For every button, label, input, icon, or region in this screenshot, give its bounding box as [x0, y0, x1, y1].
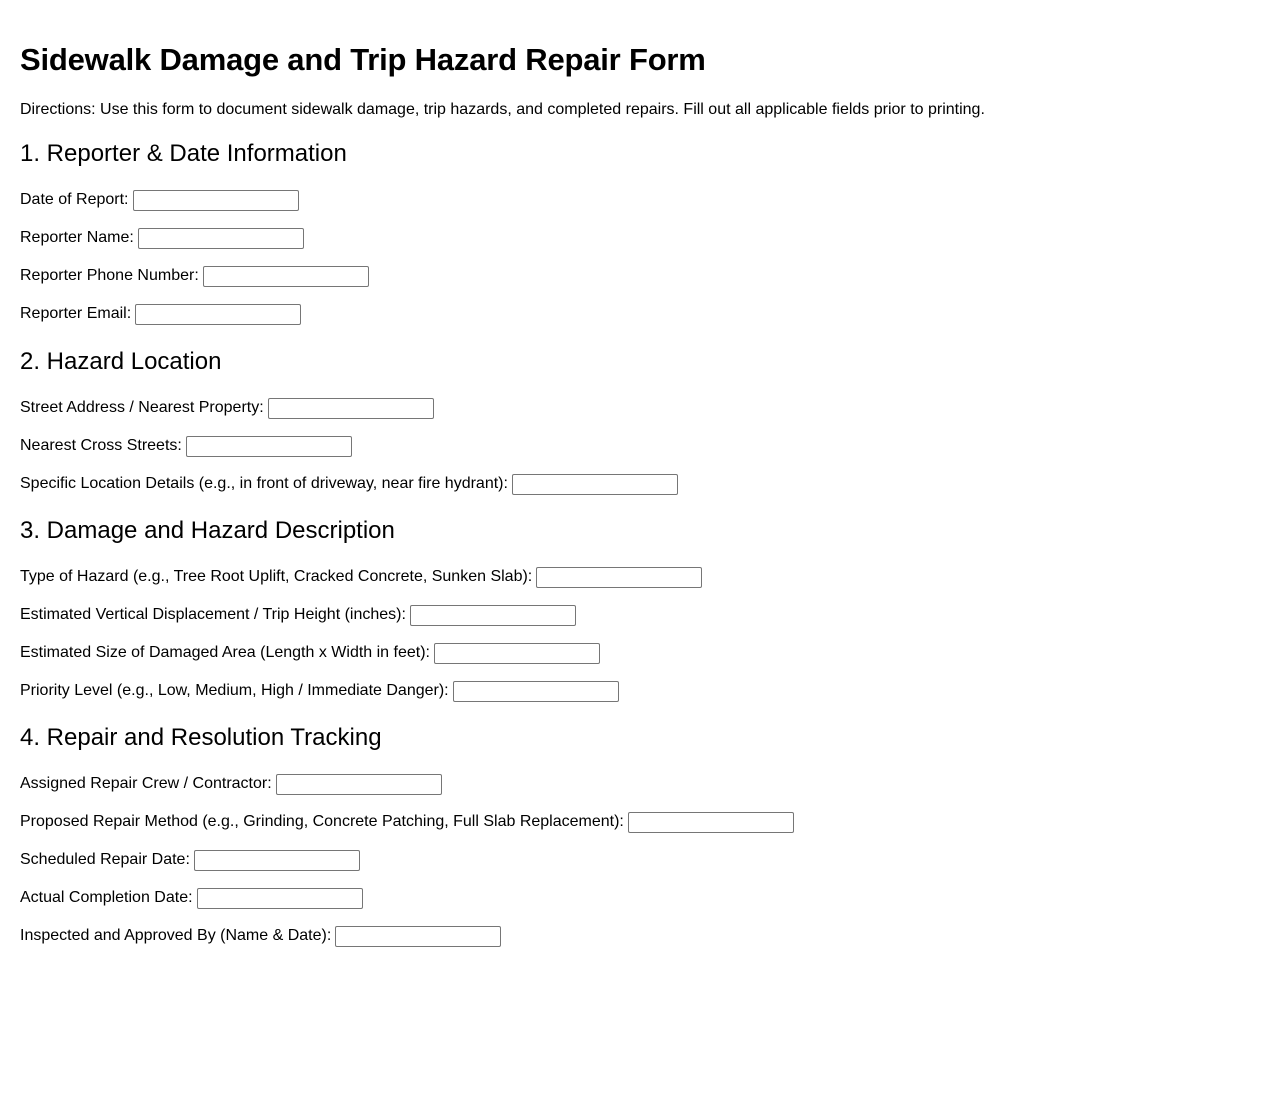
section-heading: 4. Repair and Resolution Tracking — [20, 724, 382, 751]
field-label: Specific Location Details (e.g., in front of driveway, near fire hydrant): — [20, 475, 508, 492]
section-hazard-location — [20, 347, 1242, 495]
date-of-report-input[interactable] — [133, 190, 299, 211]
reporter-phone-input[interactable] — [203, 266, 369, 287]
inspected-by-input[interactable] — [335, 926, 501, 947]
field-label: Priority Level (e.g., Low, Medium, High / Immediate Danger): — [20, 682, 449, 699]
directions-text: Directions: Use this form to document sidewalk damage, trip hazards, and completed repairs. Fill out all applicable fields prior to printing. — [20, 101, 985, 118]
page-title: Sidewalk Damage and Trip Hazard Repair Form — [20, 42, 706, 77]
field-label: Reporter Email: — [20, 305, 132, 322]
field-row-reporter-name — [20, 227, 1242, 249]
section-reporter-date — [20, 139, 1242, 325]
completion-date-input[interactable] — [197, 888, 363, 909]
street-address-input[interactable] — [268, 398, 434, 419]
field-row-completion-date — [20, 887, 1242, 909]
trip-height-input[interactable] — [410, 605, 576, 626]
field-label: Estimated Vertical Displacement / Trip Height (inches): — [20, 606, 406, 623]
field-row-inspected-by — [20, 925, 1242, 947]
field-label: Street Address / Nearest Property: — [20, 399, 264, 416]
field-label: Estimated Size of Damaged Area (Length x Width in feet): — [20, 644, 430, 661]
section-heading: 3. Damage and Hazard Description — [20, 517, 395, 544]
field-row-cross-streets — [20, 435, 1242, 457]
field-row-reporter-email — [20, 303, 1242, 325]
field-label: Inspected and Approved By (Name & Date): — [20, 927, 332, 944]
field-label: Assigned Repair Crew / Contractor: — [20, 775, 272, 792]
field-row-repair-method — [20, 811, 1242, 833]
reporter-email-input[interactable] — [135, 304, 301, 325]
field-row-location-details — [20, 473, 1242, 495]
field-row-repair-crew — [20, 773, 1242, 795]
field-label: Scheduled Repair Date: — [20, 851, 190, 868]
field-label: Date of Report: — [20, 191, 129, 208]
field-label: Proposed Repair Method (e.g., Grinding, Concrete Patching, Full Slab Replacement): — [20, 813, 624, 830]
scheduled-date-input[interactable] — [194, 850, 360, 871]
field-row-reporter-phone — [20, 265, 1242, 287]
field-row-hazard-type — [20, 566, 1242, 588]
field-label: Reporter Name: — [20, 229, 134, 246]
priority-level-input[interactable] — [453, 681, 619, 702]
field-label: Nearest Cross Streets: — [20, 437, 182, 454]
repair-method-input[interactable] — [628, 812, 794, 833]
damaged-area-size-input[interactable] — [434, 643, 600, 664]
section-heading: 1. Reporter & Date Information — [20, 140, 347, 167]
field-row-priority-level — [20, 680, 1242, 702]
field-row-damaged-area-size — [20, 642, 1242, 664]
field-row-scheduled-date — [20, 849, 1242, 871]
section-repair-tracking — [20, 723, 1242, 947]
hazard-type-input[interactable] — [536, 567, 702, 588]
repair-crew-input[interactable] — [276, 774, 442, 795]
field-row-date-of-report — [20, 189, 1242, 211]
field-row-trip-height — [20, 604, 1242, 626]
field-label: Actual Completion Date: — [20, 889, 193, 906]
section-damage-description — [20, 516, 1242, 702]
location-details-input[interactable] — [512, 474, 678, 495]
field-label: Type of Hazard (e.g., Tree Root Uplift, Cracked Concrete, Sunken Slab): — [20, 568, 533, 585]
reporter-name-input[interactable] — [138, 228, 304, 249]
field-row-street-address — [20, 397, 1242, 419]
field-label: Reporter Phone Number: — [20, 267, 199, 284]
section-heading: 2. Hazard Location — [20, 348, 222, 375]
cross-streets-input[interactable] — [186, 436, 352, 457]
